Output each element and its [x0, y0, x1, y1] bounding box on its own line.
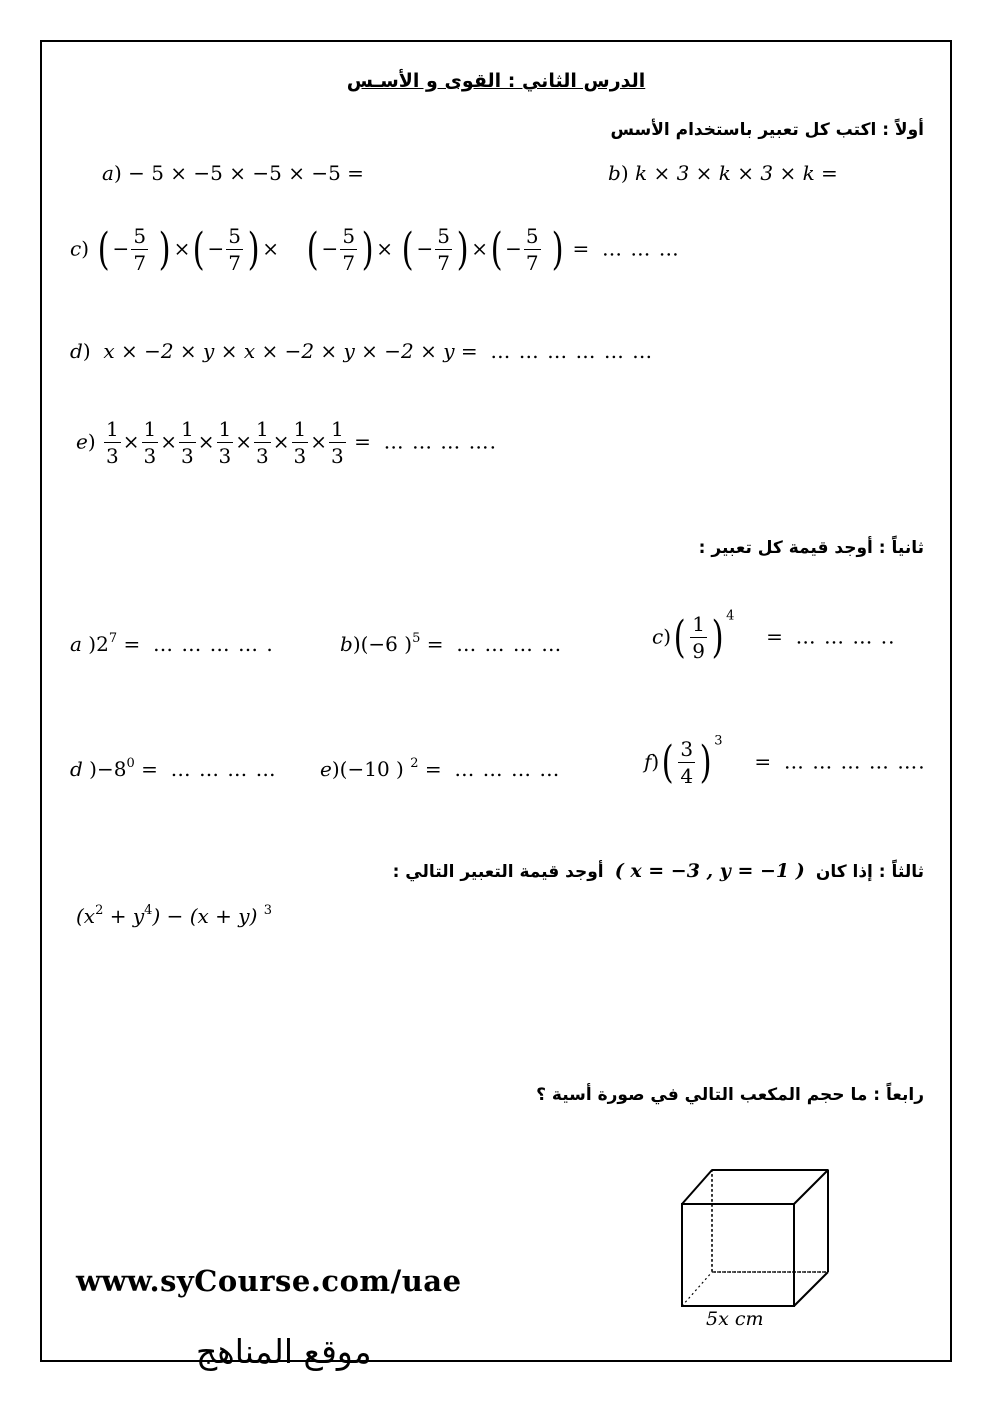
s2-item-a: a )$2^7$ = … … … … .	[70, 631, 274, 656]
cube-front-face	[682, 1204, 794, 1306]
s1-item-b: b) k × 3 × k × 3 × k =	[608, 161, 838, 185]
section3-heading: ثالثاً : إذا كان ( x = −3 , y = −1 ) أوجد قيمة التعبير التالي :	[392, 860, 924, 882]
s3-expression: $(x^2 + y^4) - (x + y)$ $^3$	[76, 903, 273, 928]
website-url: www.syCourse.com/uae	[76, 1264, 462, 1298]
section2-heading: ثانياً : أوجد قيمة كل تعبير :	[698, 538, 924, 558]
s2-item-e: e)(−10 ) $^2$ = … … … …	[320, 756, 561, 781]
s2-item-f: f)( $\frac{3}{4}$ ) $^3$ = … … … … ….	[644, 733, 926, 788]
cube-diagram	[676, 1166, 836, 1312]
s1-item-a: a) − 5 × −5 × −5 × −5 =	[102, 161, 364, 185]
section4-heading: رابعاً : ما حجم المكعب التالي في صورة أسية ؟	[536, 1085, 924, 1105]
cube-back-face	[712, 1170, 828, 1272]
cube-side-label: 5x cm	[706, 1308, 764, 1330]
s2-item-b: b)(−6 )$^5$ = … … … …	[340, 631, 563, 656]
s2-item-d: d )$-8^0$ = … … … …	[70, 756, 277, 781]
s2-item-c: c)( $\frac{1}{9}$ ) $^4$ = … … … ..	[652, 608, 896, 663]
page-title: الدرس الثاني : القوى و الأسـس	[346, 70, 646, 92]
s1-item-c: c) ( − $\frac{5}{7}$ ) ×( − $\frac{5}{7}$ ) × ( − $\frac{5}{7}$ ) × ( − $\frac{5}{7}$ ) ×( − $\frac{5}{7}$ ) = … … …	[70, 224, 680, 275]
s1-item-e: e) $\frac{1}{3}$ × $\frac{1}{3}$ × $\frac{1}{3}$ × $\frac{1}{3}$ × $\frac{1}{3}$ × $\frac{1}{3}$ × $\frac{1}{3}$ = … … … ….	[76, 417, 498, 468]
site-name-logo: موقع المناهج	[196, 1332, 372, 1371]
s1-item-d: d) x × −2 × y × x × −2 × y × −2 × y = … … … … … …	[70, 339, 654, 363]
section1-heading: أولاً : اكتب كل تعبير باستخدام الأسس	[610, 120, 924, 140]
